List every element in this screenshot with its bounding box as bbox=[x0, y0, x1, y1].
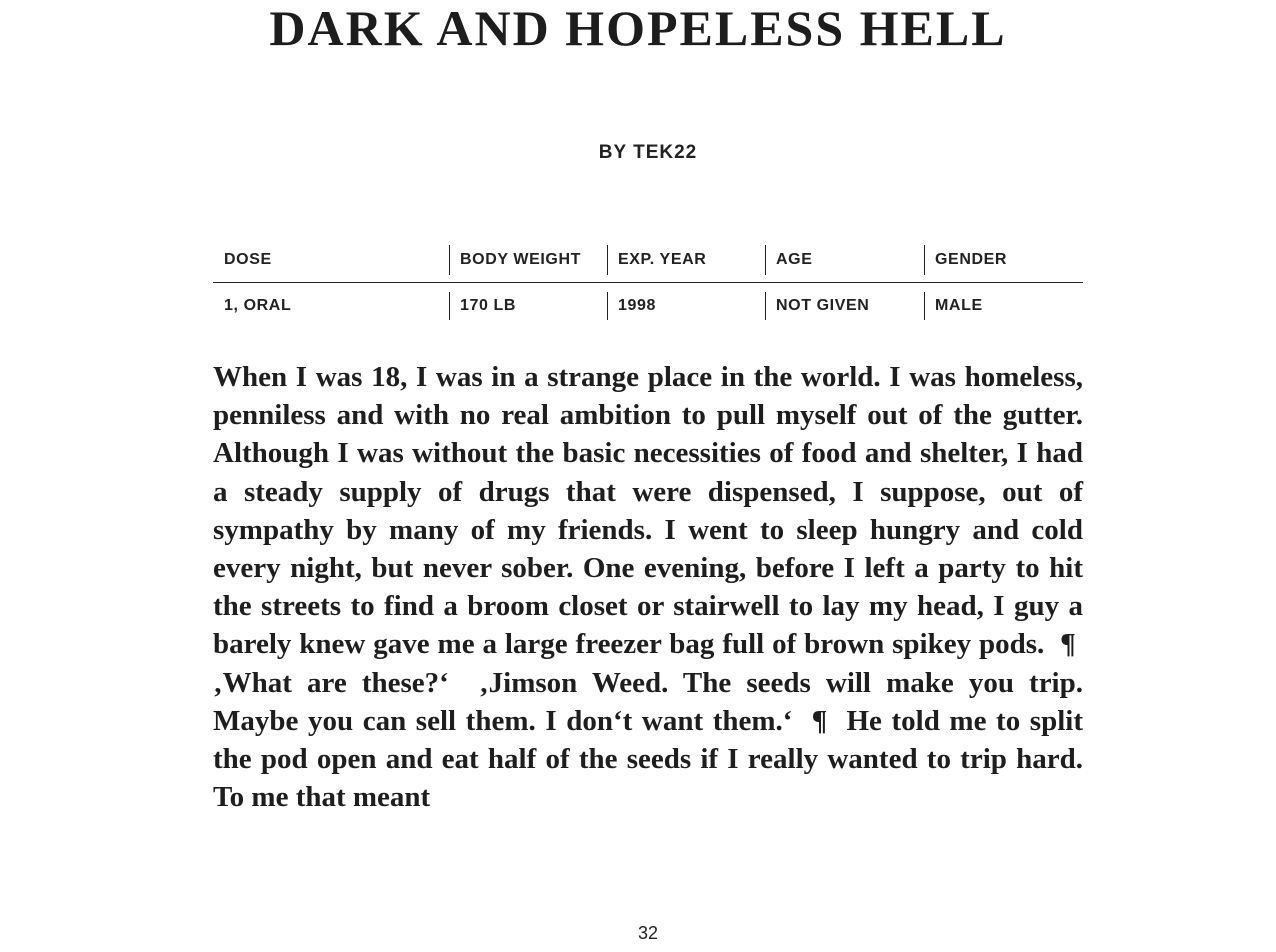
report-body-text: When I was 18, I was in a strange place in the world. I was homeless, penniless and with no real ambition to pull myself out of the gutter. Although I was without the basic necessities of food and shelter, I had a steady supply of drugs that were dispensed, I suppose, out of sympathy by many of my friends. I went to sleep hungry and cold every night, but never sober. One evening, before I left a party to hit the streets to find a broom closet or stairwell to lay my head, I guy a barely knew gave me a large freezer bag full of brown spikey pods. ¶ ‚What are these?‘ ‚Jimson Weed. The seeds will make you trip. Maybe you can sell them. I don‘t want them.‘ ¶ He told me to split the pod open and eat half of the seeds if I really wanted to trip hard. To me that meant bbox=[213, 361, 1083, 814]
report-metadata-table bbox=[213, 245, 1083, 322]
page-title: DARK AND HOPELESS HELL bbox=[269, 0, 1007, 56]
value-age: NOT GIVEN bbox=[765, 292, 924, 320]
header-age: AGE bbox=[765, 245, 924, 275]
value-exp-year: 1998 bbox=[607, 292, 765, 320]
value-body-weight: 170 LB bbox=[449, 292, 607, 320]
header-gender: GENDER bbox=[924, 245, 1083, 275]
header-body-weight: BODY WEIGHT bbox=[449, 245, 607, 275]
page-number: 32 bbox=[637, 923, 659, 943]
header-dose: DOSE bbox=[224, 251, 272, 268]
header-exp-year: EXP. YEAR bbox=[607, 245, 765, 275]
value-gender: MALE bbox=[924, 292, 1083, 320]
metadata-header-row bbox=[213, 245, 1083, 283]
value-dose: 1, ORAL bbox=[224, 297, 292, 314]
author-byline: BY TEK22 bbox=[598, 142, 698, 163]
metadata-value-row bbox=[213, 292, 1083, 322]
